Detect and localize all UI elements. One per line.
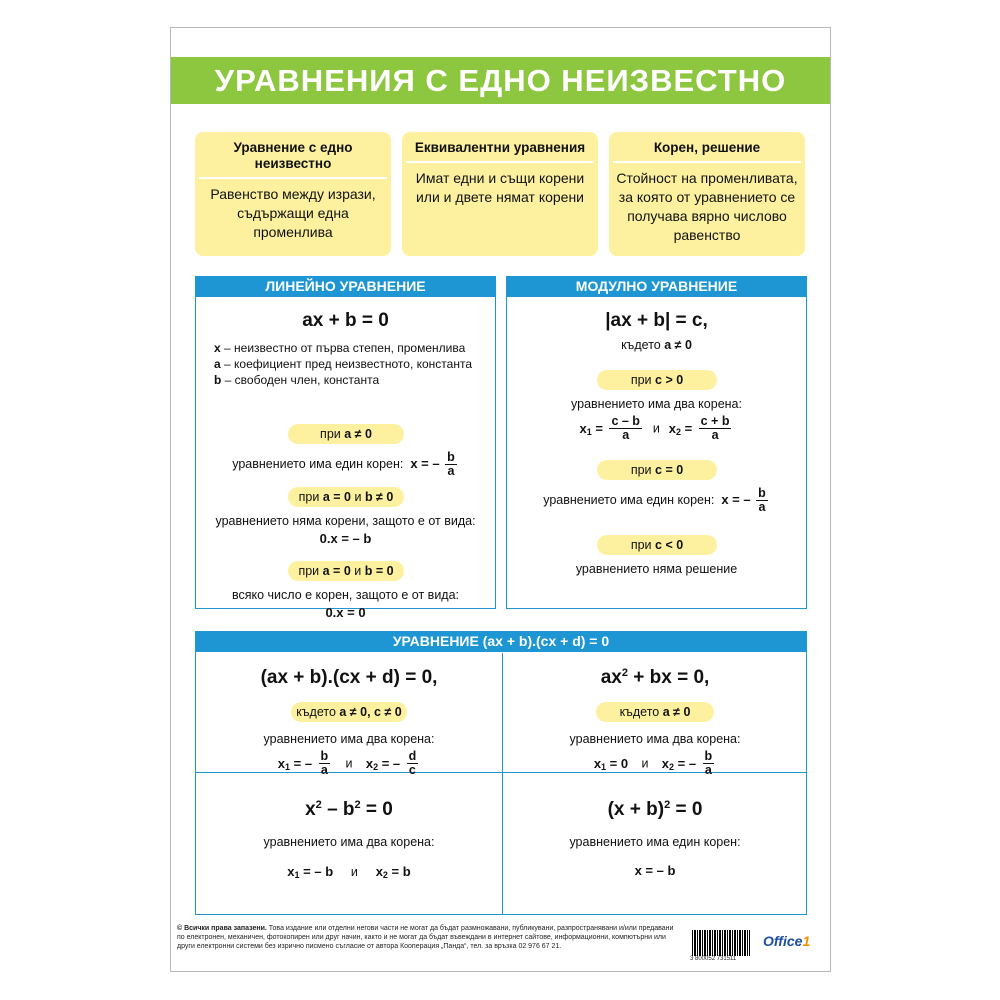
- fraction: $\frac{b}{a}$: [758, 486, 766, 514]
- case-result: уравнението има един корен:: [569, 835, 741, 849]
- linear-equation: ax + b = 0: [302, 310, 389, 331]
- case-result: уравнението има един корен: x = – $\frac{b}{a}$: [543, 486, 766, 514]
- linear-equation-panel: [195, 276, 496, 609]
- case-formula: 0.x = 0: [325, 605, 366, 620]
- condition-badge: при c < 0: [597, 535, 717, 555]
- case-result: уравнението няма решение: [575, 562, 738, 576]
- fraction: $\frac{c + b}{a}$: [700, 414, 730, 442]
- fraction: $\frac{b}{a}$: [447, 450, 455, 478]
- case-result: уравнението има два корена:: [263, 835, 435, 849]
- panel-header: ЛИНЕЙНО УРАВНЕНИЕ: [195, 276, 496, 297]
- definition-card-root: [609, 132, 805, 256]
- condition-badge: където a ≠ 0, c ≠ 0: [291, 702, 407, 722]
- page-title: УРАВНЕНИЯ С ЕДНО НЕИЗВЕСТНО: [171, 57, 830, 104]
- roots-formula: $x_1$ = – b и $x_2 = b$: [287, 864, 411, 880]
- fraction: $\frac{c - b}{a}$: [611, 414, 640, 442]
- case-result: уравнението има два корена:: [263, 732, 435, 746]
- fraction: $\frac{b}{a}$: [320, 749, 329, 777]
- cell-equation: $(x + b)^2 = 0$: [607, 799, 703, 820]
- case-formula: x = – b: [634, 863, 676, 878]
- modular-equation: |ax + b| = c,: [605, 310, 708, 331]
- product-cell: [196, 653, 502, 777]
- poster: [170, 27, 831, 972]
- definition-card-equation: [195, 132, 391, 256]
- fraction: $\frac{b}{a}$: [704, 749, 713, 777]
- roots-formula: $x_1$ = – $\frac{b}{a}$ и $x_2$ = – $\frac{d}{c}$: [277, 749, 417, 777]
- case-result: всяко число е корен, защото е от вида:: [231, 588, 460, 602]
- barcode-number: 3 800052 731511: [690, 956, 737, 962]
- condition-badge: при a ≠ 0: [288, 424, 404, 444]
- case-result: уравнението няма корени, защото е от вида:: [215, 514, 476, 528]
- term-list: [214, 340, 472, 388]
- product-cell: [502, 773, 808, 915]
- condition-badge: при a = 0 и b = 0: [288, 561, 404, 581]
- term-item: a – коефициент пред неизвестното, константа: [214, 357, 473, 371]
- roots-formula: $x_1 = 0$ и $x_2$ = – $\frac{b}{a}$: [593, 749, 713, 777]
- definition-title: Еквивалентни уравнения: [414, 140, 586, 155]
- case-formula: 0.x = – b: [319, 531, 372, 546]
- copyright-notice: © Всички права запазени. Това издание или отделни негови части не могат да бъдат размножавани, публикувани, разпространявани и/или предавани по електронен, механичен, фотокопирен или друг начин, както и не могат да бъдат въвеждани в интернет сайтове, информационни, компютърни или други електронни системи без изрично писмено съгласие от автора Кооперация „Панда“, тел. за връзка 02 976 67 21.: [177, 925, 674, 950]
- term-item: x – неизвестно от първа степен, променлива: [214, 341, 466, 355]
- cell-equation: $x^2 - b^2 = 0$: [305, 799, 393, 820]
- definition-title: Уравнение с едно неизвестно: [233, 140, 353, 171]
- product-equation-panel: [195, 631, 807, 915]
- panel-header: МОДУЛНО УРАВНЕНИЕ: [506, 276, 807, 297]
- roots-formula: $x_1$ = $\frac{c - b}{a}$ и $x_2$ = $\frac{c + b}{a}$: [579, 414, 730, 442]
- fraction: $\frac{d}{c}$: [408, 749, 417, 777]
- definition-text: Равенство между изрази, съдържащи една променлива: [210, 186, 376, 240]
- case-result: уравнението има два корена:: [571, 397, 742, 411]
- office1-logo: Office1: [763, 933, 811, 949]
- barcode-icon: [692, 930, 750, 956]
- definition-title: Корен, решение: [653, 140, 761, 155]
- condition-badge: при c = 0: [597, 460, 717, 480]
- product-cell: [502, 653, 808, 777]
- case-result: уравнението има един корен: x = – $\frac{b}{a}$: [232, 450, 455, 478]
- condition-badge: при c > 0: [597, 370, 717, 390]
- panel-header: УРАВНЕНИЕ (ax + b).(cx + d) = 0: [195, 631, 807, 652]
- definition-text: Стойност на променливата, за която от уравнението се получава вярно числово равенство: [616, 170, 798, 243]
- product-cell: [196, 773, 502, 915]
- term-item: b – свободен член, константа: [214, 373, 380, 387]
- modular-equation-panel: [506, 276, 807, 609]
- case-result: уравнението има два корена:: [569, 732, 741, 746]
- definition-text: Имат едни и същи корени или и двете нямат корени: [415, 170, 585, 205]
- cell-equation: (ax + b).(cx + d) = 0,: [260, 667, 438, 688]
- cell-equation: $ax^2$ + bx = 0,: [600, 667, 710, 688]
- condition-badge: при a = 0 и b ≠ 0: [288, 487, 404, 507]
- condition-badge: където a ≠ 0: [596, 702, 714, 722]
- definition-card-equivalent: [402, 132, 598, 256]
- where-condition: където a ≠ 0: [621, 338, 692, 352]
